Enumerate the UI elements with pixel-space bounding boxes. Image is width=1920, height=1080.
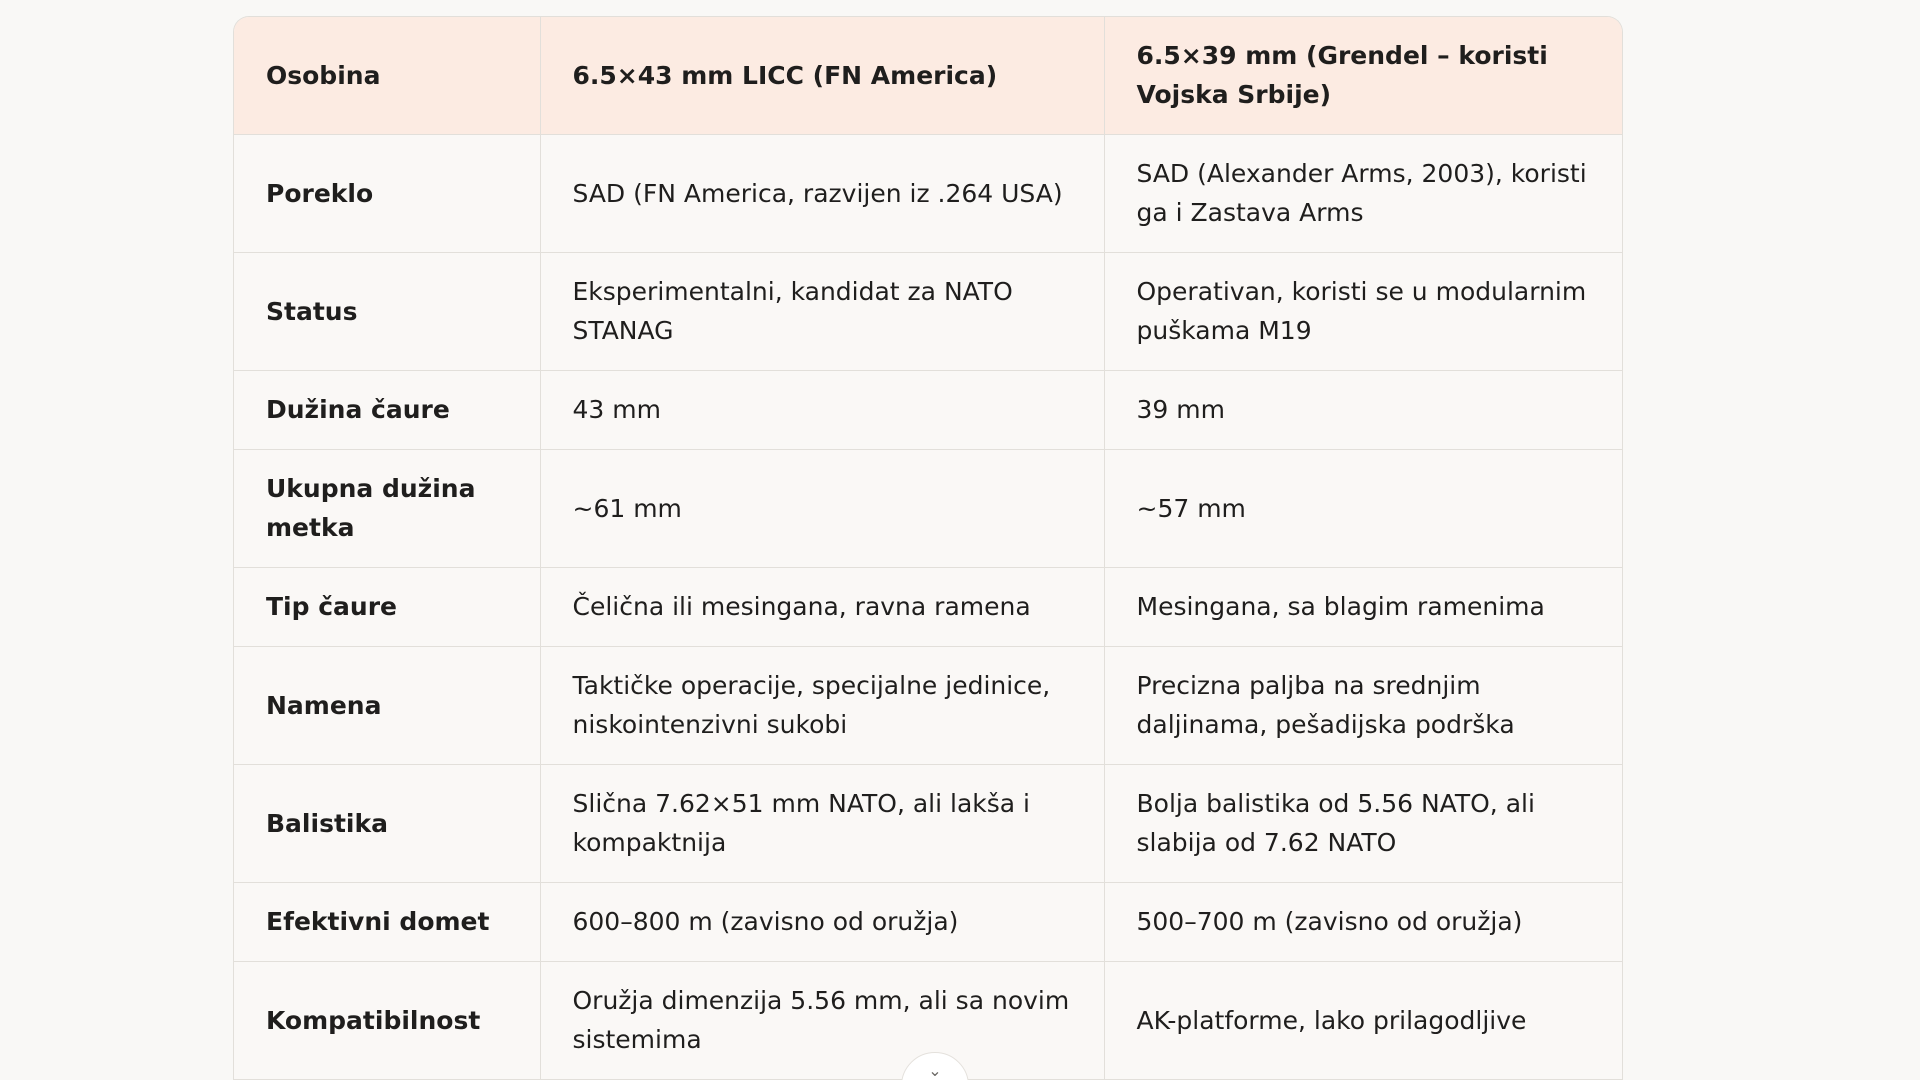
- cell-licc: ~61 mm: [540, 449, 1104, 567]
- cell-grendel: Mesingana, sa blagim ramenima: [1104, 567, 1622, 646]
- row-label: Tip čaure: [234, 567, 540, 646]
- row-label: Efektivni domet: [234, 882, 540, 961]
- cell-grendel: 500–700 m (zavisno od oružja): [1104, 882, 1622, 961]
- header-property: Osobina: [234, 17, 540, 134]
- cell-licc: Slična 7.62×51 mm NATO, ali lakša i kompaktnija: [540, 764, 1104, 882]
- table-row: [234, 882, 1622, 961]
- row-label: Kompatibilnost: [234, 961, 540, 1079]
- chevron-down-icon: ⌄: [928, 1061, 942, 1080]
- cell-grendel: Operativan, koristi se u modularnim puškama M19: [1104, 252, 1622, 370]
- cell-licc: 600–800 m (zavisno od oružja): [540, 882, 1104, 961]
- cell-grendel: 39 mm: [1104, 370, 1622, 449]
- cell-licc: SAD (FN America, razvijen iz .264 USA): [540, 134, 1104, 252]
- cell-grendel: SAD (Alexander Arms, 2003), koristi ga i Zastava Arms: [1104, 134, 1622, 252]
- row-label: Poreklo: [234, 134, 540, 252]
- table-row: [234, 646, 1622, 764]
- table-row: [234, 764, 1622, 882]
- row-label: Ukupna dužina metka: [234, 449, 540, 567]
- cell-licc: 43 mm: [540, 370, 1104, 449]
- row-label: Dužina čaure: [234, 370, 540, 449]
- table-row: [234, 252, 1622, 370]
- cell-licc: Oružja dimenzija 5.56 mm, ali sa novim sistemima: [540, 961, 1104, 1079]
- table-header-row: [234, 17, 1622, 134]
- cell-grendel: Precizna paljba na srednjim daljinama, pešadijska podrška: [1104, 646, 1622, 764]
- cell-grendel: AK-platforme, lako prilagodljive: [1104, 961, 1622, 1079]
- cell-grendel: ~57 mm: [1104, 449, 1622, 567]
- cell-licc: Eksperimentalni, kandidat za NATO STANAG: [540, 252, 1104, 370]
- comparison-table-container[interactable]: [233, 16, 1623, 1080]
- cell-licc: Taktičke operacije, specijalne jedinice, niskointenzivni sukobi: [540, 646, 1104, 764]
- table-row: [234, 449, 1622, 567]
- header-6-5x43-licc: 6.5×43 mm LICC (FN America): [540, 17, 1104, 134]
- cell-licc: Čelična ili mesingana, ravna ramena: [540, 567, 1104, 646]
- table-row: [234, 567, 1622, 646]
- row-label: Status: [234, 252, 540, 370]
- row-label: Namena: [234, 646, 540, 764]
- header-6-5x39-grendel: 6.5×39 mm (Grendel – koristi Vojska Srbije): [1104, 17, 1622, 134]
- row-label: Balistika: [234, 764, 540, 882]
- table-row: [234, 370, 1622, 449]
- table-row: [234, 134, 1622, 252]
- cell-grendel: Bolja balistika od 5.56 NATO, ali slabija od 7.62 NATO: [1104, 764, 1622, 882]
- comparison-table: [234, 17, 1622, 1080]
